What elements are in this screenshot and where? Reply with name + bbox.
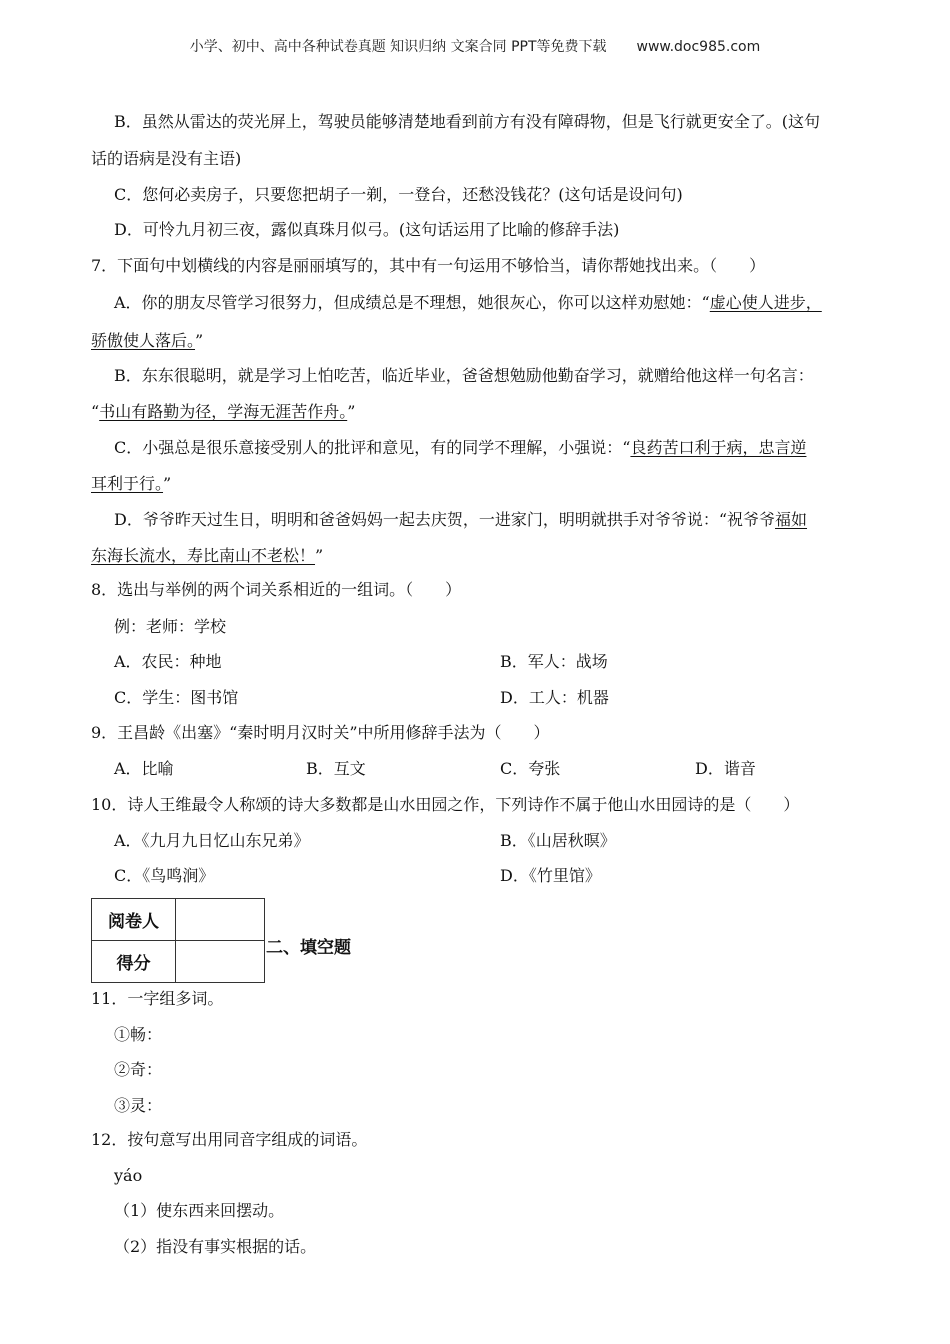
score-table [91, 898, 265, 983]
q6-option-b-line1: B．虽然从雷达的荧光屏上，驾驶员能够清楚地看到前方有没有障碍物，但是飞行就更安全了。(这句 [114, 112, 821, 131]
q9-option-a: A．比喻 [114, 759, 174, 778]
q11-stem: 11．一字组多词。 [91, 989, 224, 1008]
score-label: 得分 [92, 941, 176, 983]
q9-option-c: C．夸张 [500, 759, 561, 778]
q7-option-a-line1 [114, 293, 822, 313]
q7-d-end: ” [315, 546, 324, 565]
q9-stem: 9．王昌龄《出塞》“秦时明月汉时关”中所用修辞手法为（ ） [91, 723, 550, 742]
q7-c-underlined-2: 耳利于行。 [91, 474, 164, 493]
q7-a-end: ” [195, 331, 204, 350]
q7-option-c-line1 [114, 438, 806, 458]
q8-option-d: D．工人：机器 [500, 688, 609, 707]
q6-option-d: D．可怜九月初三夜，露似真珠月似弓。(这句话运用了比喻的修辞手法) [114, 220, 620, 239]
header-site[interactable]: www.doc985.com [636, 39, 761, 55]
q7-c-prefix: C．小强总是很乐意接受别人的批评和意见，有的同学不理解，小强说：“ [114, 438, 631, 457]
q6-option-c: C．您何必卖房子，只要您把胡子一剃，一登台，还愁没钱花？(这句话是设问句) [114, 185, 683, 204]
q8-option-b: B．军人：战场 [500, 652, 608, 671]
q8-option-a: A．农民：种地 [114, 652, 222, 671]
q7-option-d-line2 [91, 546, 323, 566]
q6-option-b-line2: 话的语病是没有主语) [91, 149, 242, 168]
q7-b-underlined: 书山有路勤为径，学海无涯苦作舟。 [99, 402, 348, 421]
q7-c-underlined-1: 良药苦口利于病，忠言逆 [630, 438, 807, 457]
q12-pinyin: yáo [114, 1166, 143, 1185]
q9-option-b: B．互文 [306, 759, 366, 778]
reviewer-cell[interactable] [176, 899, 265, 941]
q7-option-a-line2 [91, 331, 203, 351]
q7-option-b-line2 [91, 402, 355, 422]
q10-stem: 10．诗人王维最令人称颂的诗大多数都是山水田园之作，下列诗作不属于他山水田园诗的是（ ） [91, 795, 800, 814]
q7-option-b-line1: B．东东很聪明，就是学习上怕吃苦，临近毕业，爸爸想勉励他勤奋学习，就赠给他这样一句名言： [114, 366, 814, 385]
q7-c-end: ” [163, 474, 172, 493]
q7-option-d-line1 [114, 510, 807, 530]
q7-a-underlined-1: 虚心使人进步， [709, 293, 822, 312]
q12-sub-2: （2）指没有事实根据的话。 [114, 1237, 317, 1256]
q8-stem: 8．选出与举例的两个词关系相近的一组词。（ ） [91, 580, 462, 599]
q11-item-3: ③灵： [114, 1096, 163, 1115]
section-title-fill-blank: 二、填空题 [266, 938, 351, 958]
q7-a-underlined-2: 骄傲使人落后。 [91, 331, 196, 350]
q7-b-end: ” [347, 402, 356, 421]
q7-d-underlined-2: 东海长流水，寿比南山不老松！ [91, 546, 316, 565]
q10-option-c: C．《鸟鸣涧》 [114, 866, 215, 885]
q7-stem: 7．下面句中划横线的内容是丽丽填写的，其中有一句运用不够恰当，请你帮她找出来。（ ） [91, 256, 766, 275]
q10-option-d: D．《竹里馆》 [500, 866, 601, 885]
q11-item-2: ②奇： [114, 1060, 163, 1079]
q12-sub-1: （1）使东西来回摆动。 [114, 1201, 285, 1220]
q10-option-a: A．《九月九日忆山东兄弟》 [114, 831, 310, 850]
q9-option-d: D．谐音 [695, 759, 756, 778]
q10-option-b: B．《山居秋暝》 [500, 831, 616, 850]
page-header [0, 36, 950, 56]
score-cell[interactable] [176, 941, 265, 983]
q7-d-underlined-1: 福如 [775, 510, 808, 529]
q11-item-1: ①畅： [114, 1025, 163, 1044]
q7-b-prefix: “ [91, 402, 100, 421]
q8-example: 例：老师：学校 [114, 617, 227, 636]
q7-option-c-line2 [91, 474, 171, 494]
q7-a-prefix: A．你的朋友尽管学习很努力，但成绩总是不理想，她很灰心，你可以这样劝慰她：“ [114, 293, 710, 312]
q7-d-prefix: D．爷爷昨天过生日，明明和爸爸妈妈一起去庆贺，一进家门，明明就拱手对爷爷说：“祝爷爷 [114, 510, 776, 529]
header-text: 小学、初中、高中各种试卷真题 知识归纳 文案合同 PPT等免费下载 [189, 39, 607, 55]
q12-stem: 12．按句意写出用同音字组成的词语。 [91, 1130, 368, 1149]
reviewer-label: 阅卷人 [92, 899, 176, 941]
q8-option-c: C．学生：图书馆 [114, 688, 239, 707]
